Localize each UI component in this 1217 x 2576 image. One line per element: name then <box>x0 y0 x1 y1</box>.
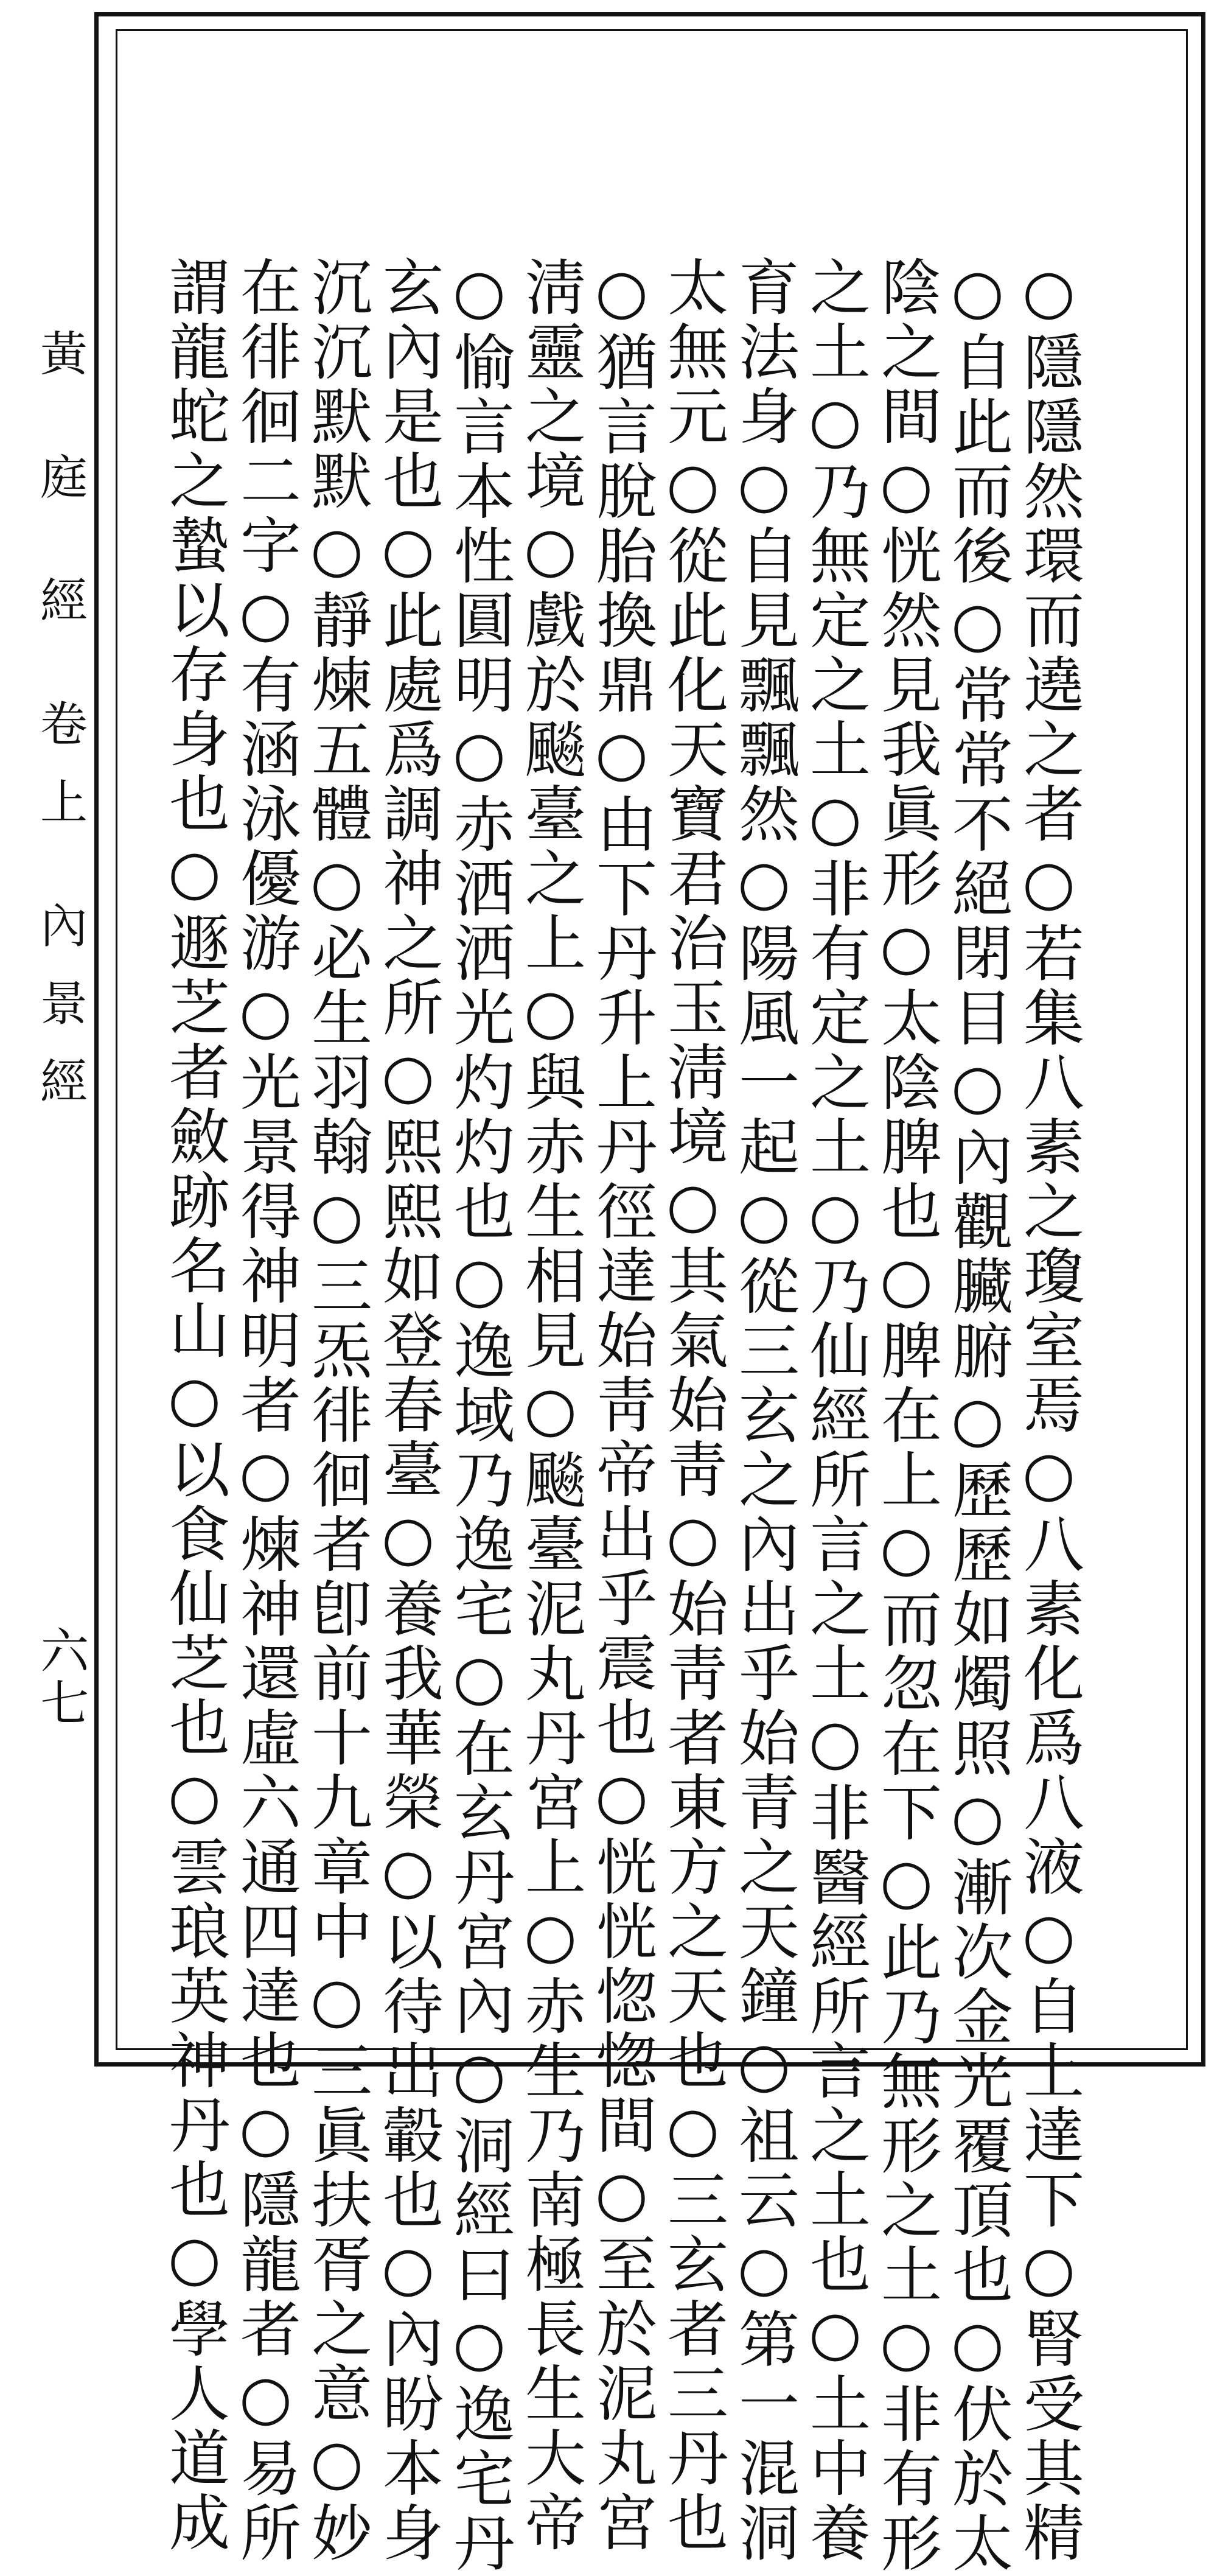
text-line-11: 沉沉默默○靜煉五體○必生羽翰○三炁徘徊者卽前十九章中○三眞扶胥之意○妙 <box>301 256 372 2566</box>
running-header <box>26 329 89 1911</box>
text-line-4: 之土○乃無定之土○非有定之土○乃仙經所言之土○非醫經所言之土也○土中養 <box>800 256 871 2566</box>
text-line-7: ○猶言脫胎換鼎○由下丹升上丹徑達始靑帝出乎震也○恍恍惚惚間○至於泥丸宮 <box>586 256 657 2555</box>
text-line-12: 在徘徊二字○有涵泳優游○光景得神明者○煉神還虛六通四達也○隱龍者○易所 <box>230 256 301 2566</box>
text-line-2: ○自此而後○常常不絕閉目○內觀臟腑○歷歷如燭照○漸次金光覆頂也○伏於太 <box>942 256 1013 2576</box>
text-line-6: 太無元○從此化天寶君治玉淸境○其氣始靑○始靑者東方之天也○三玄者三丹也 <box>657 256 728 2555</box>
text-line-9: ○愉言本性圓明○赤洒洒光灼灼也○逸域乃逸宅○在玄丹宮內○洞經曰○逸宅丹 <box>444 256 515 2576</box>
text-line-13: 謂龍蛇之蟄以存身也○遯芝者斂跡名山○以食仙芝也○雲琅英神丹也○學人道成 <box>159 256 230 2555</box>
text-line-3: 陰之間○恍然見我眞形○太陰脾也○脾在上○而忽在下○此乃無形之土○非有形 <box>871 256 942 2576</box>
text-line-8: 淸靈之境○戲於飈臺之上○與赤生相見○飈臺泥丸丹宮上○赤生乃南極長生大帝 <box>515 256 586 2555</box>
text-line-10: 玄內是也○此處爲調神之所○熙熙如登春臺○養我華榮○以待出轂也○內盼本身 <box>372 256 444 2566</box>
page-number: 六七 <box>32 1625 89 1730</box>
text-line-5: 育法身○自見飄飄然○陽風一起○從三玄之內出乎始青之天鐘○祖云○第一混洞 <box>728 256 800 2566</box>
main-text <box>159 256 1084 2576</box>
running-title: 黃 庭 經 卷上 內景經 <box>32 329 87 1135</box>
text-line-1: ○隱隱然環而遶之者○若集八素之瓊室焉○八素化爲八液○自上達下○腎受其精 <box>1013 256 1084 2566</box>
